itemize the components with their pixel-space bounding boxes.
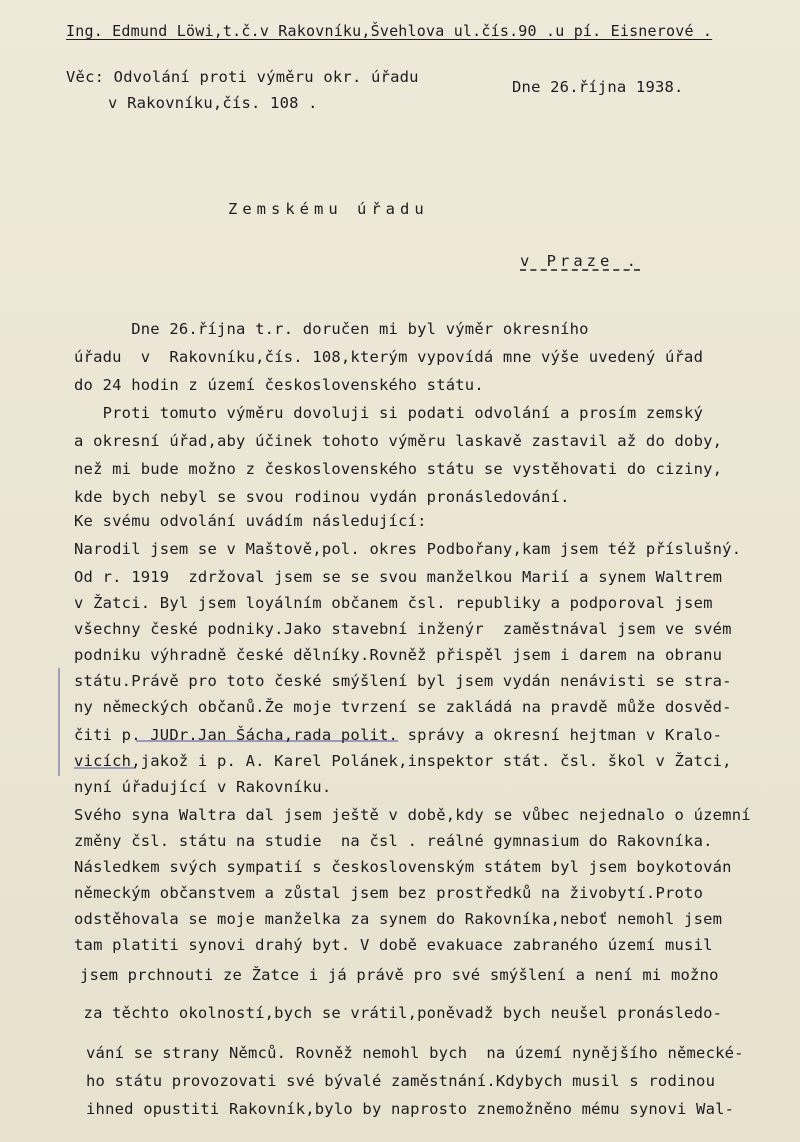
body-line: ho státu provozovati své bývalé zaměstnání.Kdybych musil s rodinou [86,1072,716,1090]
body-line: podniku výhradně české dělníky.Rovněž přispěl jsem i darem na obranu [74,646,723,664]
body-line: Následkem svých sympatií s československým státem byl jsem boykotován [74,858,732,876]
body-line: změny čsl. státu na studie na čsl . reálné gymnasium do Rakovníka. [74,832,713,850]
body-line: Dne 26.října t.r. doručen mi byl výměr okresního [74,320,589,338]
body-line: čiti p. JUDr.Jan Šácha,rada polit. správy a okresní hejtman v Kralo- [74,726,723,744]
body-line: úřadu v Rakovníku,čís. 108,kterým vypovídá mne výše uvedený úřad [74,348,704,366]
body-line: Narodil jsem se v Maštově,pol. okres Podbořany,kam jsem též příslušný. [74,540,742,558]
addressee: Zemskému úřadu [228,200,429,218]
addressee-city: v Praze . [520,252,640,270]
body-line: do 24 hodin z území československého státu. [74,376,484,394]
body-line: německým občanstvem a zůstal jsem bez prostředků na živobytí.Proto [74,884,704,902]
subject-line-2: v Rakovníku,čís. 108 . [108,94,318,112]
body-line: za těchto okolností,bych se vrátil,poněvadž bych neušel pronásledo- [74,1004,723,1022]
body-line: tam platiti synovi drahý byt. V době evakuace zabraného území musil [74,936,713,954]
body-line: státu.Právě pro toto české smýšlení byl jsem vydán nenávisti se stra- [74,672,732,690]
body-line: nyní úřadující v Rakovníku. [74,778,332,796]
body-line: všechny české podniky.Jako stavební inženýr zaměstnával jsem ve svém [74,620,732,638]
body-line: vicích,jakož i p. A. Karel Polánek,inspektor stát. čsl. škol v Žatci, [74,752,732,770]
letterhead: Ing. Edmund Löwi,t.č.v Rakovníku,Švehlova ul.čís.90 .u pí. Eisnerové . [66,22,713,40]
body-line: jsem prchnouti ze Žatce i já právě pro své smýšlení a není mi možno [80,966,719,984]
body-line: vání se strany Němců. Rovněž nemohl bych na území nynějšího německé- [86,1044,744,1062]
body-line: ihned opustiti Rakovník,bylo by naprosto znemožněno mému synovi Wal- [86,1100,735,1118]
body-line: v Žatci. Byl jsem loyálním občanem čsl. republiky a podporoval jsem [74,594,713,612]
body-line: Od r. 1919 zdržoval jsem se se svou manželkou Marií a synem Waltrem [74,568,723,586]
letter-date: Dne 26.října 1938. [512,78,684,96]
body-line: odstěhovala se moje manželka za synem do Rakovníka,neboť nemohl jsem [74,910,723,928]
body-line: ny německých občanů.Že moje tvrzení se zakládá na pravdě může dosvěd- [74,698,732,716]
body-line: kde bych nebyl se svou rodinou vydán pronásledování. [74,488,570,506]
body-line: a okresní úřad,aby účinek tohoto výměru laskavě zastavil až do doby, [74,432,723,450]
body-line: Proti tomuto výměru dovoluji si podati odvolání a prosím zemský [74,404,704,422]
body-line: než mi bude možno z československého státu se vystěhovati do ciziny, [74,460,723,478]
body-line: Svého syna Waltra dal jsem ještě v době,kdy se vůbec nejednalo o územní [74,806,751,824]
subject-line-1: Věc: Odvolání proti výměru okr. úřadu [66,68,419,86]
body-line: Ke svému odvolání uvádím následující: [74,512,427,530]
pen-margin-mark [58,668,60,776]
